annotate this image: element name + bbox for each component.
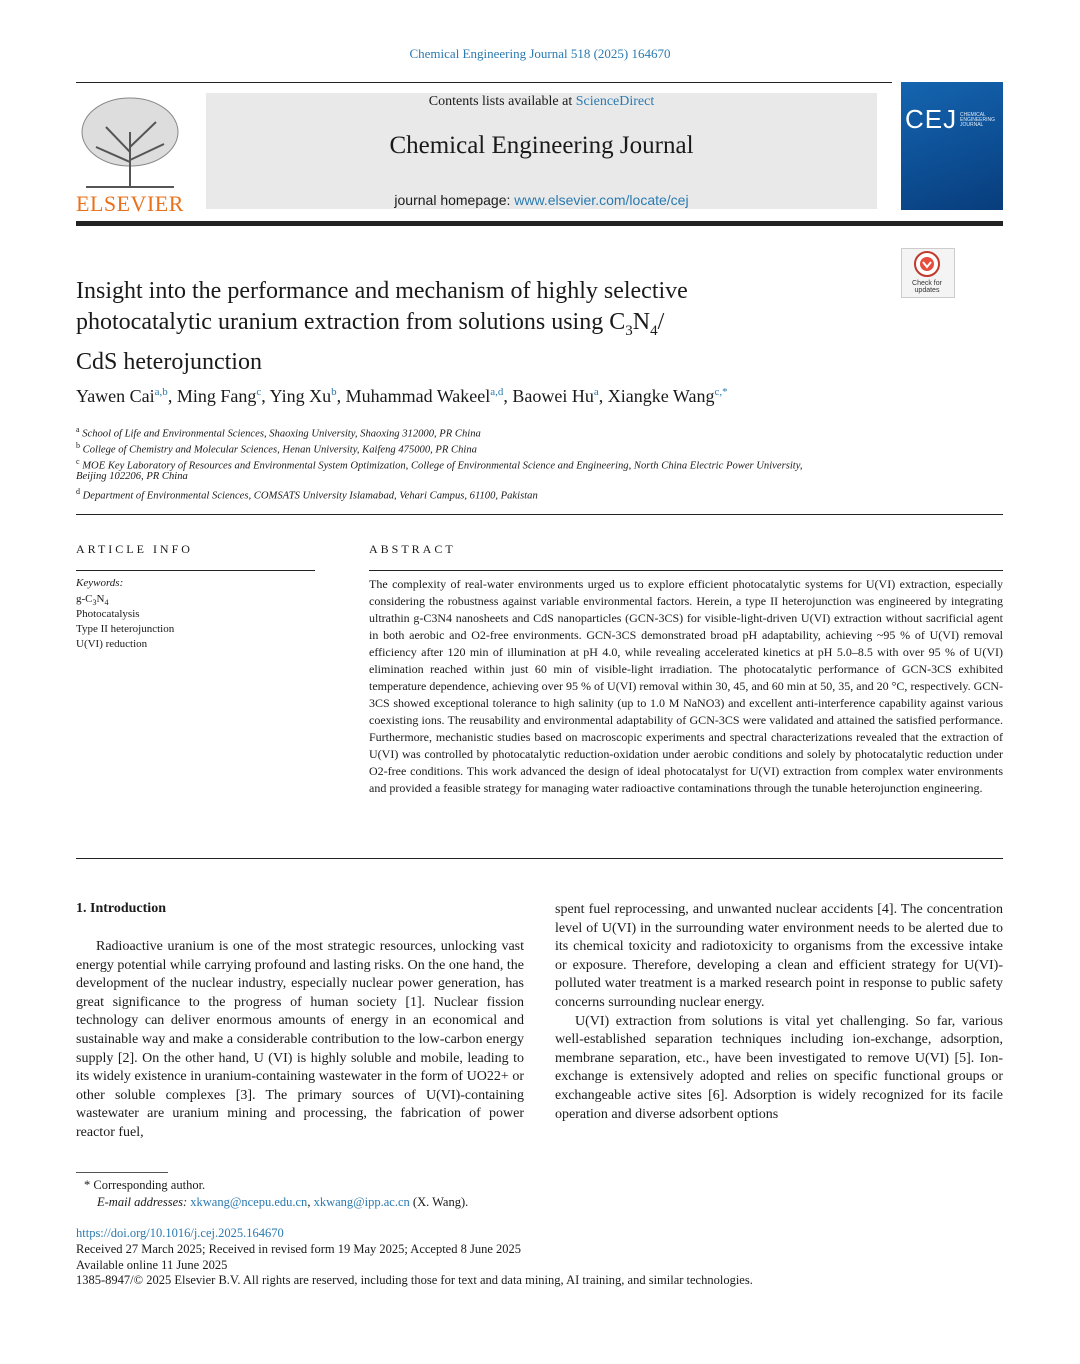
title-line-3: CdS heterojunction: [76, 348, 262, 375]
cover-text: CHEMICAL ENGINEERING JOURNAL: [960, 112, 996, 128]
keyword[interactable]: Type II heterojunction: [76, 623, 175, 635]
homepage-line: [206, 192, 877, 208]
contents-line: [206, 94, 877, 110]
author-list: Yawen Cai$^{a,b}$, Ming Fang$^c$, Ying Xu$^b$, Muhammad Wakeel$^{a,d}$, Baowei Hu$^a$, Xiangke Wang$^{c,*}$: [76, 386, 728, 406]
journal-name: Chemical Engineering Journal: [389, 132, 694, 159]
title-line-1: Insight into the performance and mechanism of highly selective: [76, 278, 688, 304]
sciencedirect-link[interactable]: ScienceDirect: [575, 94, 655, 109]
keywords-label: Keywords:: [76, 577, 124, 589]
copyright-line: 1385-8947/© 2025 Elsevier B.V. All rights are reserved, including those for text and data mining, AI training, and similar technologies.: [76, 1273, 753, 1287]
journal-cover-image[interactable]: [901, 82, 1003, 210]
author-affil-sup[interactable]: a,d: [490, 386, 504, 398]
email-line: E-mail addresses: xkwang@ncepu.edu.cn, xkwang@ipp.ac.cn (X. Wang).: [97, 1195, 469, 1209]
keyword[interactable]: U(VI) reduction: [76, 638, 148, 650]
corresponding-author-note: * Corresponding author.: [84, 1178, 206, 1192]
divider: [369, 570, 1003, 571]
author-affil-sup[interactable]: a: [593, 386, 599, 398]
section-heading-introduction: 1. Introduction: [76, 901, 166, 916]
author-affil-sup[interactable]: b: [331, 386, 337, 398]
author[interactable]: Muhammad Wakeel: [345, 386, 491, 406]
footnote-rule: [76, 1172, 168, 1173]
homepage-link[interactable]: www.elsevier.com/locate/cej: [514, 192, 689, 208]
email-link[interactable]: xkwang@ipp.ac.cn: [313, 1195, 410, 1209]
keyword[interactable]: $g-C_3N_4$: [76, 593, 109, 608]
paragraph: spent fuel reprocessing, and unwanted nuclear accidents [4]. The concentration level of U(VI) in the surrounding water environment needs to be alerted due to its chemical toxicity and radiotoxicity to organisms from the excessive intake or exposure. Therefore, developing a clean and efficient strategy for U(VI)-polluted water treatment is a marked research point in response to public safety concerns surrounding nuclear energy.: [555, 902, 1003, 1010]
received-dates: Received 27 March 2025; Received in revised form 19 May 2025; Accepted 8 June 2025: [76, 1242, 522, 1256]
contents-prefix: Contents lists available at: [428, 94, 576, 109]
affiliation: $^b$ College of Chemistry and Molecular Sciences, Henan University, Kaifeng 475000, PR China: [76, 441, 477, 456]
email-link[interactable]: xkwang@ncepu.edu.cn: [190, 1195, 308, 1209]
abstract-heading: ABSTRACT: [369, 542, 456, 556]
title-line-2: photocatalytic uranium extraction from solutions using $C_3N_4/$: [76, 309, 665, 339]
article-title: [76, 276, 836, 378]
paragraph: Radioactive uranium is one of the most strategic resources, unlocking vast energy potential while carrying profound and lasting risks. On the one hand, the development of the nuclear industry, especially nuclear power generation, has great significance to the progress of human society [1]. Nuclear fission technology can deliver enormous amounts of energy in an economical and sustainable way and make a considerable contribution to the low-carbon energy supply [2]. On the other hand, U (VI) is highly soluble and mobile, leading to its widely existence in uranium-containing wastewater in the form of UO22+ or other soluble complexes [3]. The primary sources of U(VI)-containing wastewater are uranium mining and processing, the fabrication of power reactor fuel,: [76, 939, 524, 1140]
affiliation: Beijing 102206, PR China: [76, 471, 188, 482]
body-column-left: [76, 938, 524, 1143]
homepage-prefix: journal homepage:: [394, 192, 515, 208]
author-affil-sup[interactable]: c,*: [714, 386, 728, 398]
elsevier-wordmark: ELSEVIER: [76, 191, 184, 216]
check-updates-icon: [914, 251, 940, 277]
author[interactable]: Ming Fang: [176, 386, 257, 406]
available-online: Available online 11 June 2025: [76, 1258, 228, 1272]
cover-abbrev: CEJ: [905, 104, 958, 134]
doi-link[interactable]: https://doi.org/10.1016/j.cej.2025.164670: [76, 1226, 284, 1240]
affiliation: $^c$ MOE Key Laboratory of Resources and Environmental System Optimization, College of Environmental Science and Engineering, North China Electric Power University,: [76, 457, 803, 472]
affiliation: $^d$ Department of Environmental Sciences, COMSATS University Islamabad, Vehari Campus, 61100, Pakistan: [76, 487, 538, 502]
author[interactable]: Xiangke Wang: [607, 386, 715, 406]
journal-citation[interactable]: Chemical Engineering Journal 518 (2025) 164670: [409, 46, 671, 61]
author-affil-sup[interactable]: a,b: [154, 386, 168, 398]
article-info-heading: ARTICLE INFO: [76, 542, 193, 556]
keyword[interactable]: Photocatalysis: [76, 608, 140, 620]
header-thick-rule: [76, 221, 1003, 226]
divider: [76, 858, 1003, 859]
author-affil-sup[interactable]: c: [256, 386, 262, 398]
body-column-right: [555, 901, 1003, 1124]
author[interactable]: Yawen Cai: [76, 386, 155, 406]
abstract-text: The complexity of real-water environments urged us to explore efficient photocatalytic systems for U(VI) extraction, especially considering the robustness against variable environmental factors. Herein, a type II heterojunction was engineered by integrating ultrathin g-C3N4 nanosheets and CdS nanoparticles (GCN-3CS) for visible-light-driven U(VI) extraction without sacrificial agent in both aerobic and O2-free environments. GCN-3CS demonstrated broad pH adaptability, achieving ~95 % of U(VI) removal efficiency after 120 min of illumination at pH 4.0, while revealing accelerated kinetics at pH 5.0–8.5 with over 95 % of U(VI) elimination reached within just 60 min of visible-light irradiation. The photocatalytic performance of GCN-3CS exhibited temperature dependence, achieving over 95 % of U(VI) removal within 30, 45, and 60 min at 50, 35, and 20 °C, respectively. GCN-3CS showed exceptional tolerance to high salinity (up to 1.0 M NaNO3) and excellent anti-interference capability against various coexisting ions. The reusability and environmental adaptability of GCN-3CS were validated and attained the satisfied performance. Furthermore, mechanistic studies based on macroscopic experiments and spectral characterizations revealed that the extraction of U(VI) was controlled by photocatalytic reduction-oxidation under aerobic conditions and solely by photocatalytic reduction under O2-free conditions. This work advanced the design of ideal photocatalyst for U(VI) extraction from complex water environments and provided a feasible strategy for managing water radioactive contaminations through the tunable heterojunction engineering.: [369, 577, 1003, 795]
affiliation: $^a$ School of Life and Environmental Sciences, Shaoxing University, Shaoxing 312000, PR China: [76, 425, 481, 440]
author[interactable]: Ying Xu: [269, 386, 332, 406]
divider: [76, 570, 315, 571]
divider: [76, 514, 1003, 515]
author[interactable]: Baowei Hu: [512, 386, 594, 406]
paragraph: U(VI) extraction from solutions is vital yet challenging. So far, various well-established separation techniques including ion-exchange, adsorption, membrane separation, etc., have been investigated to remove U(VI) [5]. Ion-exchange is extensively adopted and relies on specific functional groups or exchangeable active sites [6]. Adsorption is widely recognized for its facile operation and diverse adsorbent options: [555, 1013, 1003, 1122]
elsevier-tree-logo: [76, 92, 184, 190]
check-updates-label: Check for updates: [912, 280, 942, 294]
header-top-rule: [76, 82, 892, 83]
